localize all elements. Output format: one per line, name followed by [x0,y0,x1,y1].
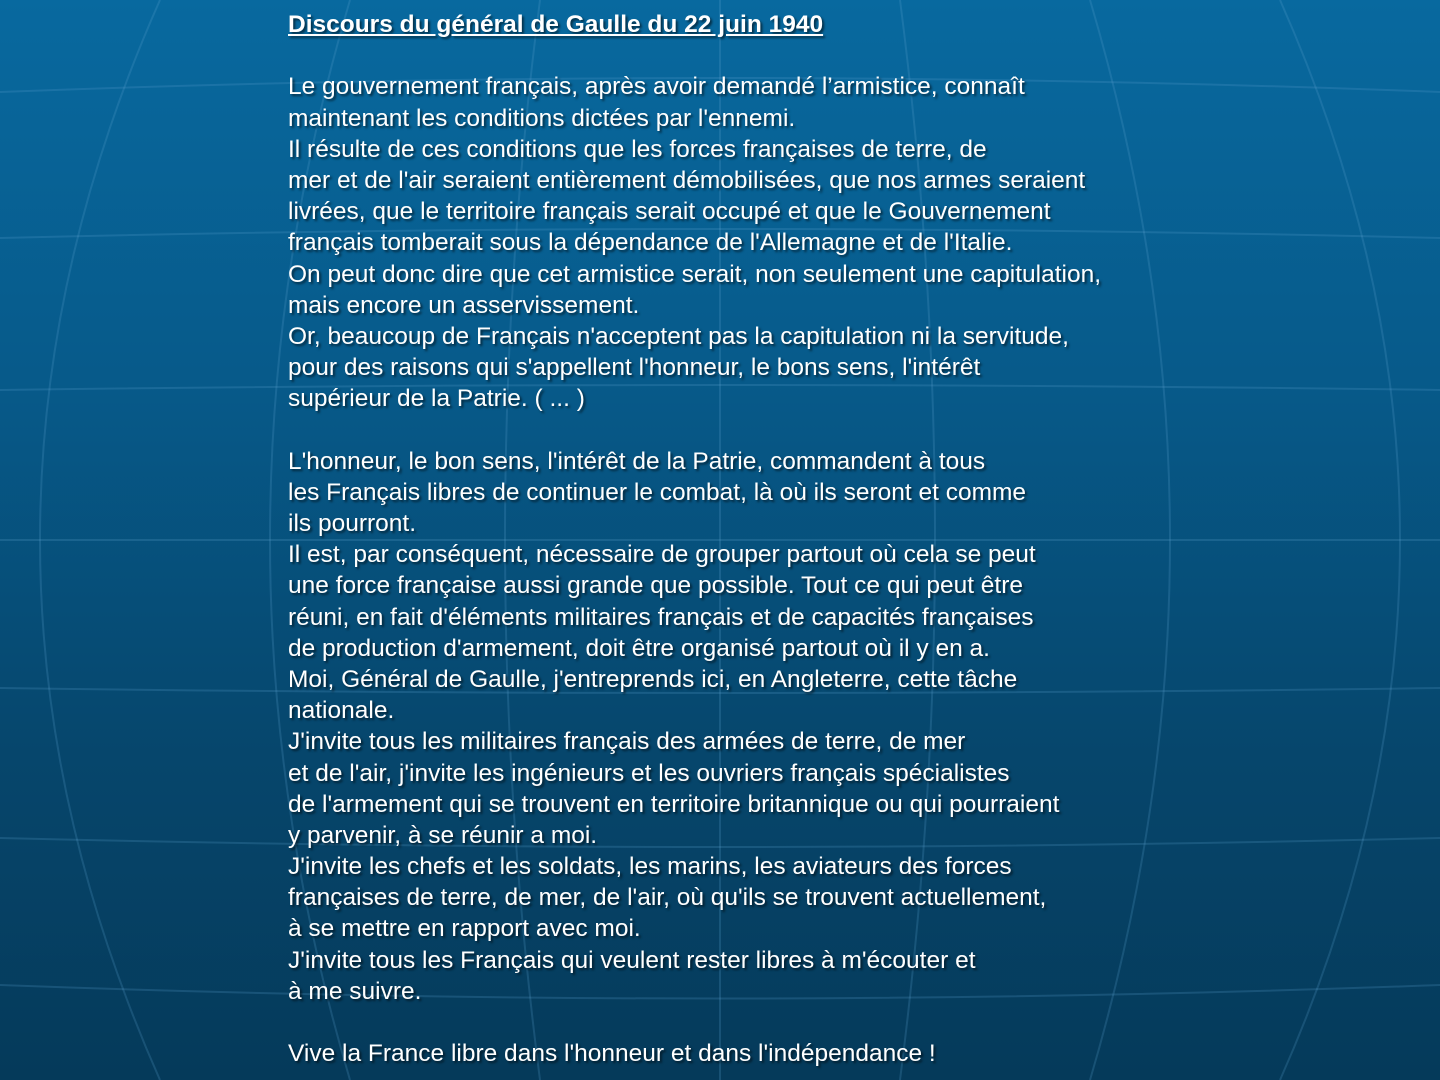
paragraph-2-line: les Français libres de continuer le combat, là où ils seront et comme [288,478,1027,506]
paragraph-1-line: On peut donc dire que cet armistice serait, non seulement une capitulation, [288,260,1102,288]
paragraph-1-line: Or, beaucoup de Français n'acceptent pas la capitulation ni la servitude, [288,322,1069,350]
paragraph-2-line: à me suivre. [288,977,422,1005]
paragraph-2-line: Il est, par conséquent, nécessaire de grouper partout où cela se peut [288,541,1036,569]
paragraph-2-line: une force française aussi grande que possible. Tout ce qui peut être [288,572,1024,600]
paragraph-1-line: Il résulte de ces conditions que les forces françaises de terre, de [288,135,987,163]
paragraph-2-line: J'invite tous les militaires français des armées de terre, de mer [288,728,966,756]
paragraph-2-line: J'invite les chefs et les soldats, les marins, les aviateurs des forces [288,853,1012,881]
paragraph-1-line: Le gouvernement français, après avoir demandé l’armistice, connaît [288,73,1025,101]
paragraph-2-line: L'honneur, le bon sens, l'intérêt de la Patrie, commandent à tous [288,447,986,475]
paragraph-2-line: nationale. [288,697,395,725]
closing-line: Vive la France libre dans l'honneur et dans l'indépendance ! [288,1040,936,1068]
paragraph-1-line: mais encore un asservissement. [288,291,640,319]
paragraph-1-line: supérieur de la Patrie. ( ... ) [288,385,585,413]
paragraph-2-line: de production d'armement, doit être organisé partout où il y en a. [288,634,990,662]
paragraph-2-line: y parvenir, à se réunir a moi. [288,821,598,849]
paragraph-2-line: réuni, en fait d'éléments militaires français et de capacités françaises [288,603,1034,631]
paragraph-2-line: françaises de terre, de mer, de l'air, où qu'ils se trouvent actuellement, [288,884,1047,912]
paragraph-1-line: mer et de l'air seraient entièrement démobilisées, que nos armes seraient [288,166,1086,194]
paragraph-1-line: livrées, que le territoire français serait occupé et que le Gouvernement [288,198,1051,226]
paragraph-2-line: de l'armement qui se trouvent en territoire britannique ou qui pourraient [288,790,1060,818]
spacer [288,40,1418,71]
paragraph-2-line: ils pourront. [288,510,417,537]
speech-text-block [288,9,1418,1069]
spacer [288,1007,1418,1038]
spacer [288,414,1418,445]
paragraph-1-line: pour des raisons qui s'appellent l'honneur, le bons sens, l'intérêt [288,354,981,382]
paragraph-1-line: français tomberait sous la dépendance de l'Allemagne et de l'Italie. [288,229,1013,257]
paragraph-2-line: à se mettre en rapport avec moi. [288,915,641,943]
paragraph-1-line: maintenant les conditions dictées par l'ennemi. [288,104,796,132]
paragraph-2-line: J'invite tous les Français qui veulent rester libres à m'écouter et [288,946,976,974]
paragraph-2-line: et de l'air, j'invite les ingénieurs et les ouvriers français spécialistes [288,759,1010,787]
paragraph-2-line: Moi, Général de Gaulle, j'entreprends ici, en Angleterre, cette tâche [288,665,1018,693]
speech-title: Discours du général de Gaulle du 22 juin 1940 [288,11,824,38]
